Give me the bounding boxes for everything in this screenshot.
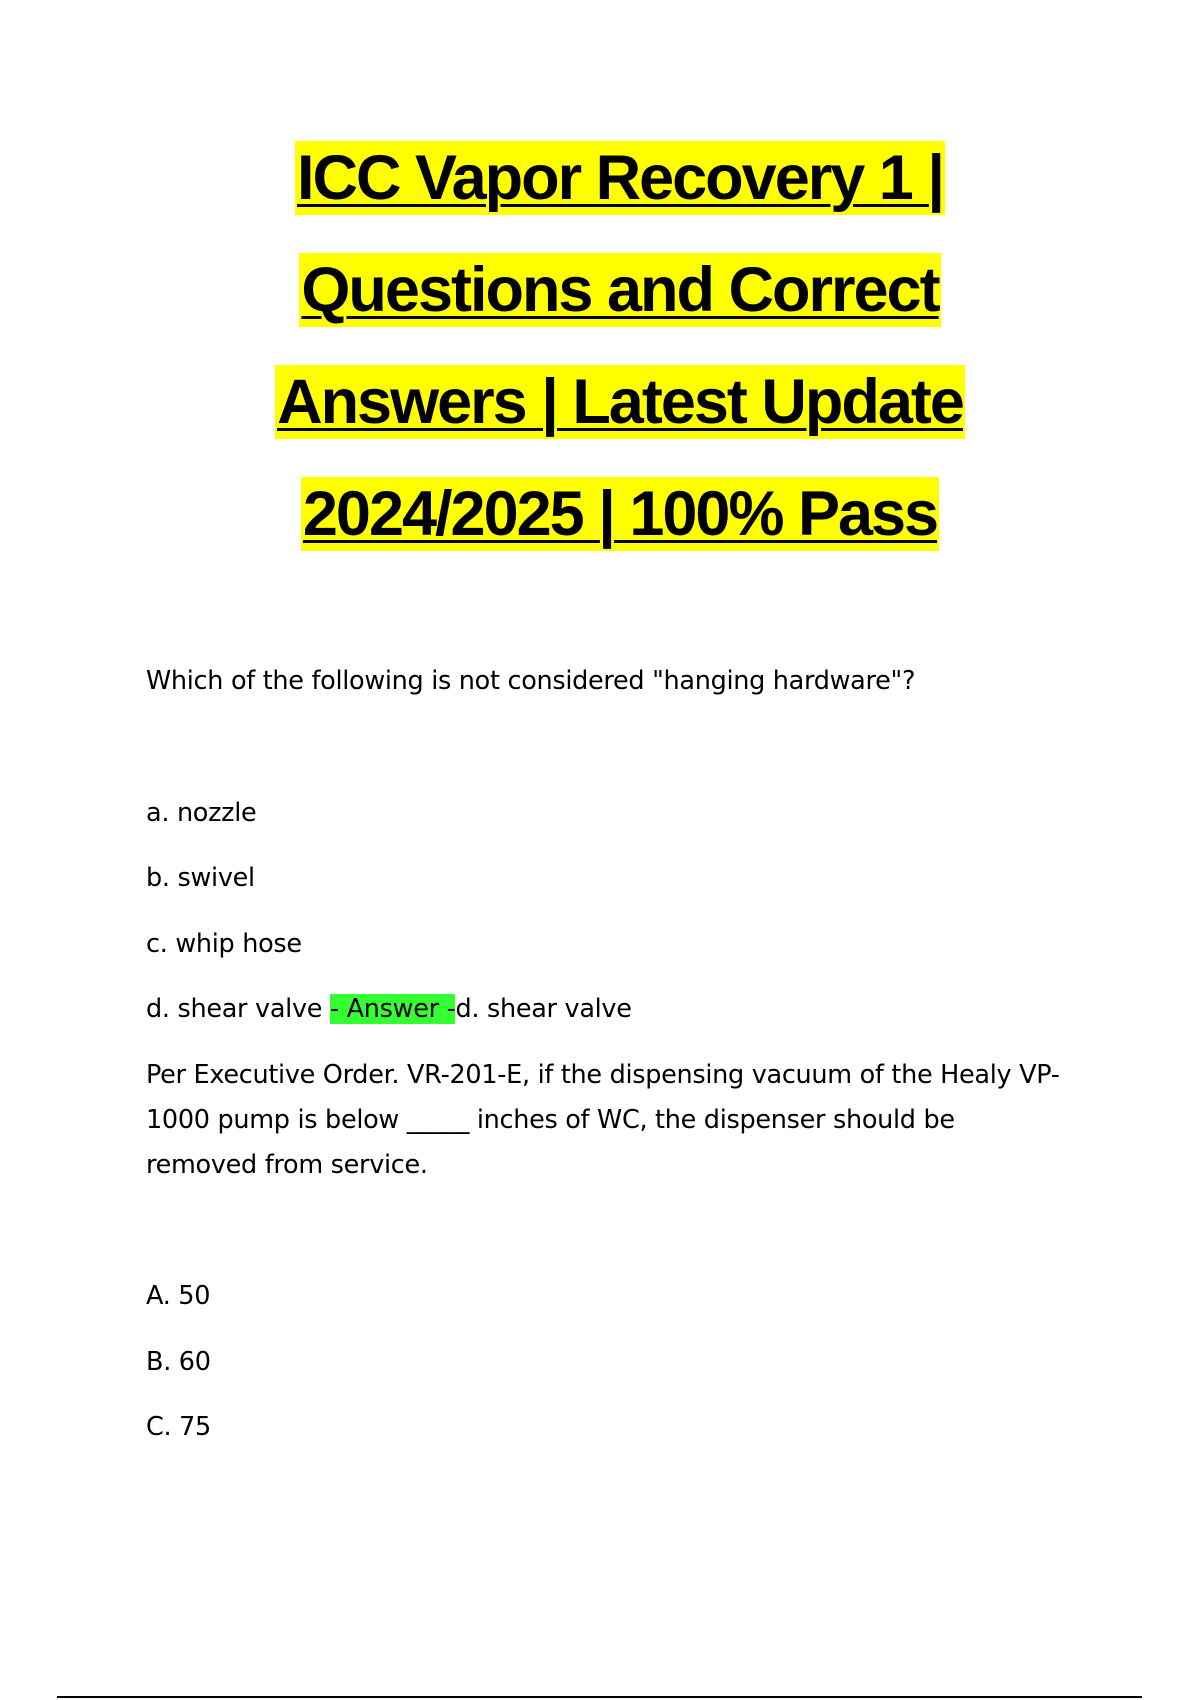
question-1-option-d xyxy=(146,987,1066,1032)
question-2-option-b: B. 60 xyxy=(146,1347,211,1377)
question-2-text: Per Executive Order. VR-201-E, if the dispensing vacuum of the Healy VP-1000 pump is below _____ inches of WC, the dispenser should be removed from service. xyxy=(146,1060,1060,1180)
question-2-option-c: C. 75 xyxy=(146,1412,211,1442)
title-line-2: Questions and Correct xyxy=(301,255,939,325)
question-1-text: Which of the following is not considered "hanging hardware"? xyxy=(146,666,916,696)
option-d-label: d. shear valve xyxy=(146,994,330,1024)
answer-value: d. shear valve xyxy=(455,994,632,1024)
question-1-option-c: c. whip hose xyxy=(146,929,302,959)
document-title xyxy=(0,138,1200,586)
title-line-3: Answers | Latest Update xyxy=(277,367,963,437)
title-line-1: ICC Vapor Recovery 1 | xyxy=(297,143,943,213)
title-line-4: 2024/2025 | 100% Pass xyxy=(302,479,938,549)
bottom-divider xyxy=(57,1696,1142,1698)
question-1-option-a: a. nozzle xyxy=(146,798,257,828)
question-2-option-a: A. 50 xyxy=(146,1281,211,1311)
question-1-option-b: b. swivel xyxy=(146,863,255,893)
answer-label: - Answer - xyxy=(329,994,456,1024)
